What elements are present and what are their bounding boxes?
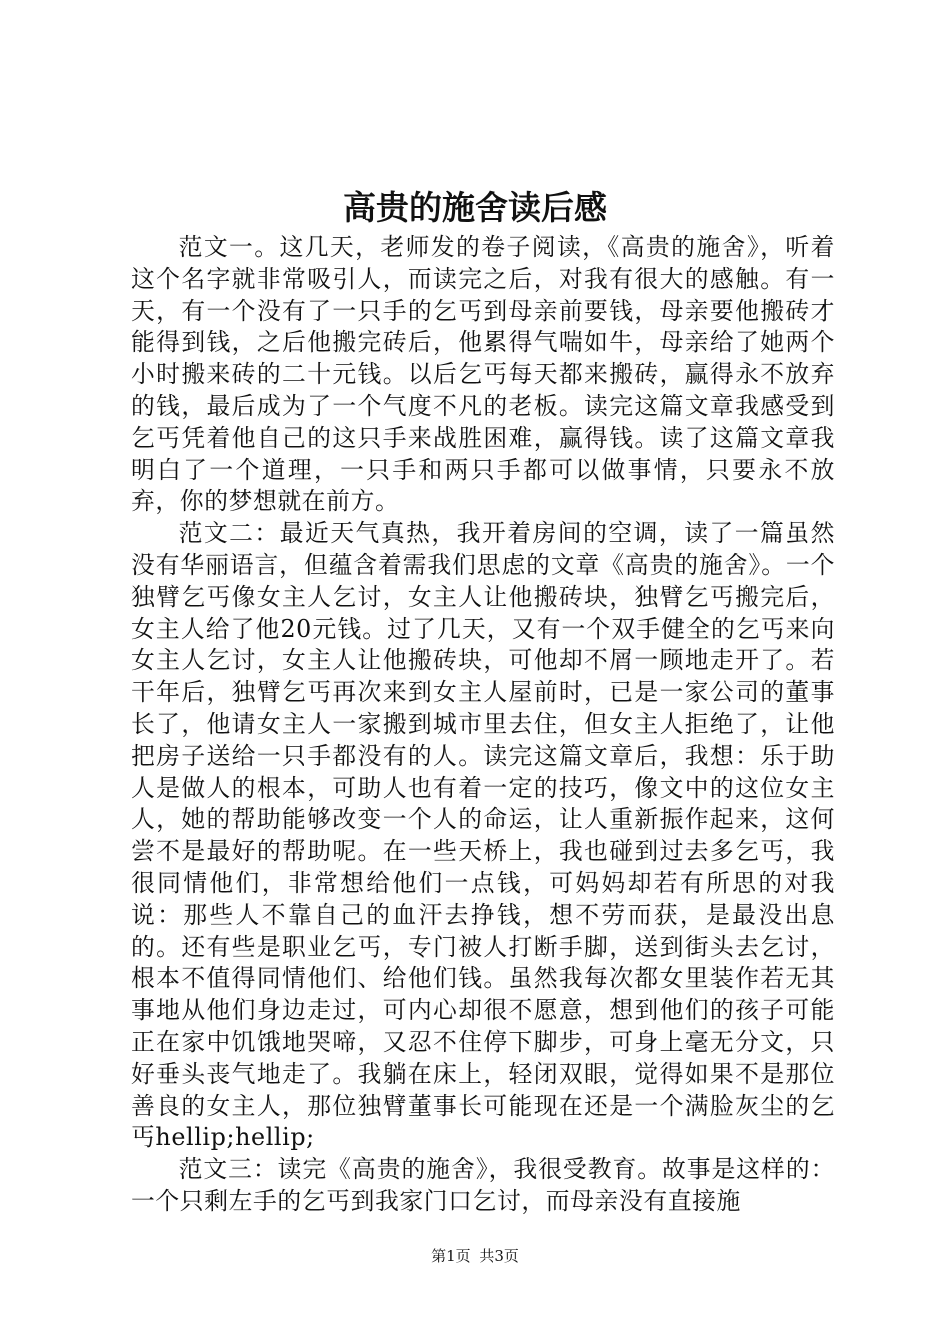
page-total: 共3页	[479, 1247, 519, 1265]
paragraph-2: 范文二：最近天气真热，我开着房间的空调，读了一篇虽然没有华丽语言，但蕴含着需我们思虑的文章《高贵的施舍》。一个独臂乞丐像女主人乞讨，女主人让他搬砖块，独臂乞丐搬完后，女主人给了他20元钱。过了几天，又有一个双手健全的乞丐来向女主人乞讨，女主人让他搬砖块，可他却不屑一顾地走开了。若干年后，独臂乞丐再次来到女主人屋前时，已是一家公司的董事长了，他请女主人一家搬到城市里去住，但女主人拒绝了，让他把房子送给一只手都没有的人。读完这篇文章后，我想：乐于助人是做人的根本，可助人也有着一定的技巧，像文中的这位女主人，她的帮助能够改变一个人的命运，让人重新振作起来，这何尝不是最好的帮助呢。在一些天桥上，我也碰到过去多乞丐，我很同情他们，非常想给他们一点钱，可妈妈却若有所思的对我说：那些人不靠自己的血汗去挣钱，想不劳而获，是最没出息的。还有些是职业乞丐，专门被人打断手脚，送到街头去乞讨，根本不值得同情他们、给他们钱。虽然我每次都女里装作若无其事地从他们身边走过，可内心却很不愿意，想到他们的孩子可能正在家中饥饿地哭啼，又忍不住停下脚步，可身上毫无分文，只好垂头丧气地走了。我躺在床上，轻闭双眼，觉得如果不是那位善良的女主人，那位独臂董事长可能现在还是一个满脸灰尘的乞丐hellip;hellip;	[131, 519, 835, 1152]
paragraph-1: 范文一。这几天，老师发的卷子阅读，《高贵的施舍》，听着这个名字就非常吸引人，而读完之后，对我有很大的感触。有一天，有一个没有了一只手的乞丐到母亲前要钱，母亲要他搬砖才能得到钱，之后他搬完砖后，他累得气喘如牛，母亲给了她两个小时搬来砖的二十元钱。以后乞丐每天都来搬砖，赢得永不放弃的钱，最后成为了一个气度不凡的老板。读完这篇文章我感受到乞丐凭着他自己的这只手来战胜困难，赢得钱。读了这篇文章我明白了一个道理，一只手和两只手都可以做事情，只要永不放弃，你的梦想就在前方。	[131, 233, 835, 516]
page-number: 第1页	[431, 1247, 471, 1265]
document-body	[131, 232, 835, 1215]
page-footer	[0, 1246, 950, 1266]
document-title: 高贵的施舍读后感	[343, 188, 607, 227]
paragraph-3: 范文三：读完《高贵的施舍》，我很受教育。故事是这样的：一个只剩左手的乞丐到我家门口乞讨，而母亲没有直接施	[131, 1155, 835, 1215]
